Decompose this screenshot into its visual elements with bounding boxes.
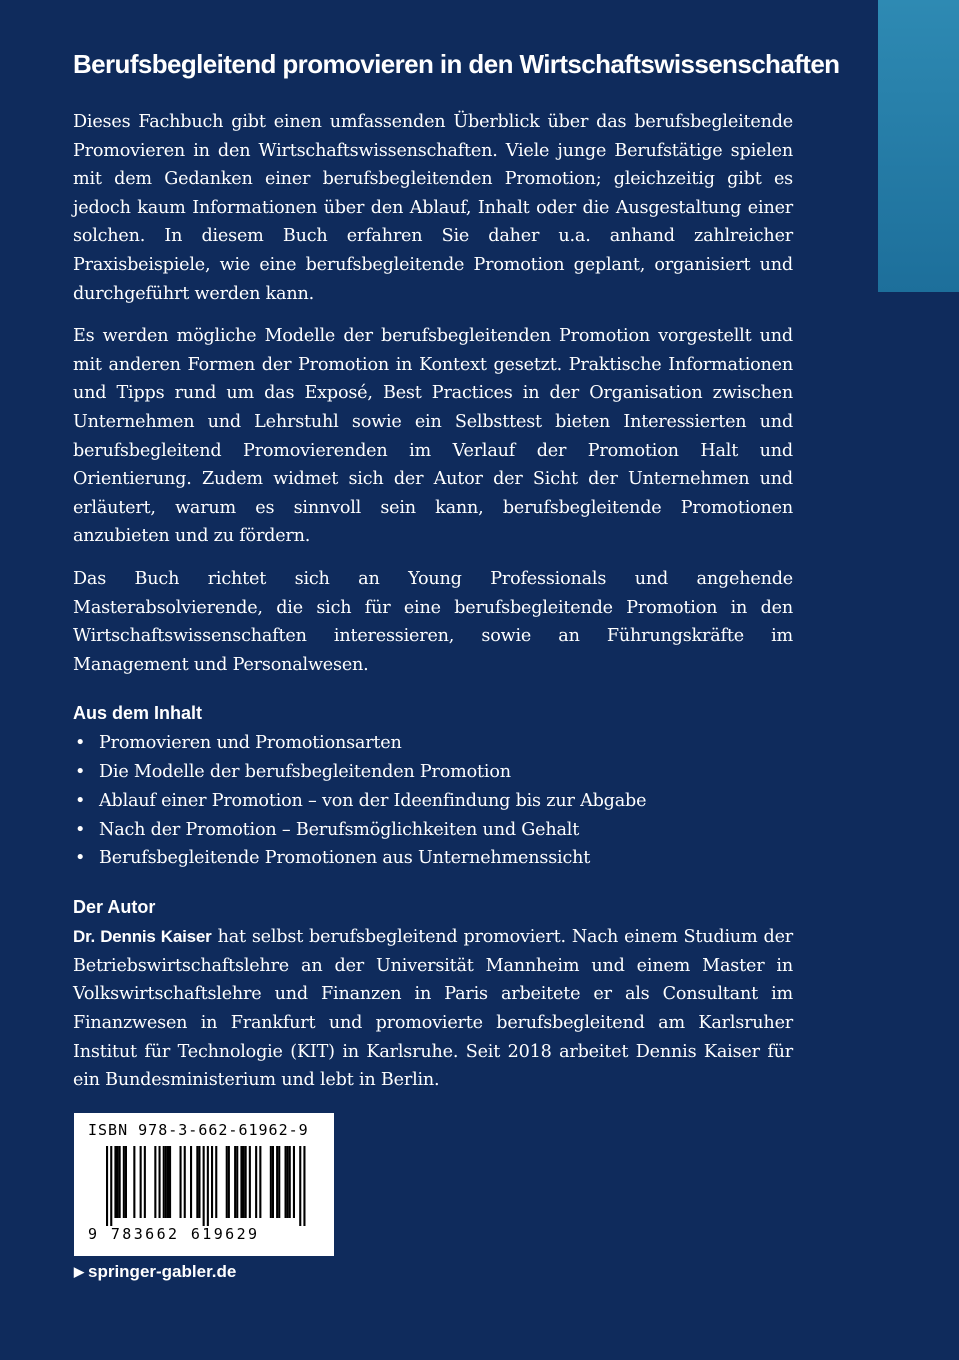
barcode-bar	[123, 1146, 125, 1218]
barcode-bar	[278, 1146, 280, 1218]
barcode-bar	[236, 1146, 238, 1218]
barcode-bar	[110, 1146, 112, 1226]
barcode-bar	[125, 1146, 127, 1218]
barcode-bar	[215, 1146, 217, 1218]
bullet-icon: •	[75, 848, 86, 869]
bullet-icon: •	[75, 762, 86, 783]
list-item	[73, 844, 793, 873]
barcode-bar	[259, 1146, 261, 1218]
barcode-bar	[289, 1146, 291, 1218]
book-title: Berufsbegleitend promovieren in den Wirtschaftswissenschaften	[73, 49, 840, 79]
list-item-label: Ablauf einer Promotion – von der Ideenfindung bis zur Abgabe	[99, 790, 647, 811]
isbn-label: ISBN 978-3-662-61962-9	[88, 1121, 309, 1139]
barcode-bar	[140, 1146, 142, 1218]
contents-list	[73, 729, 793, 873]
barcode-bar	[234, 1146, 236, 1218]
barcode-bar	[190, 1146, 192, 1218]
list-item-label: Die Modelle der berufsbegleitenden Promotion	[99, 762, 511, 783]
barcode-bar	[276, 1146, 278, 1218]
list-item-label: Promovieren und Promotionsarten	[99, 733, 402, 754]
bullet-icon: •	[75, 733, 86, 754]
description-paragraph-1: Dieses Fachbuch gibt einen umfassenden Überblick über das berufsbegleitende Promovieren in den Wirtschaftswissenschaften. Viele junge Berufstätige spielen mit dem Gedanken einer berufsbegleitenden Promotion; gleichzeitig gibt es jedoch kaum Informationen über den Ablauf, Inhalt oder die Ausgestaltung einer solchen. In diesem Buch erfahren Sie daher u.a. anhand zahlreicher Praxisbeispiele, wie eine berufsbegleitende Promotion geplant, organisiert und durchgeführt werden kann.	[73, 112, 793, 304]
barcode-bar	[203, 1146, 205, 1226]
barcode-bar	[184, 1146, 186, 1218]
publisher-url: springer-gabler.de	[88, 1262, 237, 1281]
barcode-bar	[159, 1146, 161, 1218]
list-item-label: Berufsbegleitende Promotionen aus Unternehmenssicht	[99, 848, 591, 869]
barcode-bar	[196, 1146, 198, 1218]
barcode-bar	[114, 1146, 116, 1218]
list-item	[73, 758, 793, 787]
barcode-bar	[240, 1146, 242, 1218]
bullet-icon: •	[75, 790, 86, 811]
barcode-bar	[299, 1146, 301, 1226]
barcode-bar	[272, 1146, 274, 1218]
barcode-bar	[249, 1146, 251, 1218]
barcode-bar	[285, 1146, 287, 1218]
barcode-bar	[163, 1146, 165, 1218]
author-name: Dr. Dennis Kaiser	[73, 927, 212, 947]
barcode-bar	[226, 1146, 228, 1218]
barcode-bar	[211, 1146, 213, 1218]
barcode-bar	[207, 1146, 209, 1226]
barcode-bar	[154, 1146, 156, 1218]
back-cover-content	[73, 44, 840, 1109]
description-paragraph-2: Es werden mögliche Modelle der berufsbegleitenden Promotion vorgestellt und mit anderen Formen der Promotion in Kontext gesetzt. Praktische Informationen und Tipps rund um das Exposé, Best Practices in der Organisation zwischen Unternehmen und Lehrstuhl sowie ein Selbsttest bieten Interessierten und berufsbegleitend Promovierenden im Verlauf der Promotion Halt und Orientierung. Zudem widmet sich der Autor der Sicht der Unternehmen und erläutert, warum es sinnvoll sein kann, berufsbegleitende Promotionen anzubieten und zu fördern.	[73, 326, 793, 547]
isbn-barcode	[74, 1113, 334, 1256]
author-bio-text: hat selbst berufsbegleitend promoviert. Nach einem Studium der Betriebswirtschaftslehre an der Universität Mannheim und einem Master in Volkswirtschaftslehre und Finanzen in Paris arbeitete er als Consultant im Finanzwesen in Frankfurt und promovierte berufsbegleitend am Karlsruher Institut für Technologie (KIT) in Karlsruhe. Seit 2018 arbeitet Dennis Kaiser für ein Bundesministerium und lebt in Berlin.	[73, 927, 793, 1091]
author-heading: Der Autor	[73, 897, 156, 918]
barcode-bar	[270, 1146, 272, 1218]
barcode-bar	[255, 1146, 257, 1218]
accent-bar	[878, 0, 959, 292]
list-item	[73, 787, 793, 816]
barcode-bar	[117, 1146, 119, 1218]
bullet-icon: •	[75, 819, 86, 840]
list-item	[73, 729, 793, 758]
author-bio	[73, 923, 793, 1095]
contents-heading: Aus dem Inhalt	[73, 703, 203, 724]
barcode-bar	[228, 1146, 230, 1218]
barcode-bar	[243, 1146, 245, 1218]
barcode-bar	[245, 1146, 247, 1218]
barcode-bar	[198, 1146, 200, 1218]
list-item	[73, 816, 793, 845]
publisher-link[interactable]	[74, 1262, 236, 1282]
barcode-bar	[287, 1146, 289, 1218]
arrow-right-icon: ▶	[74, 1264, 84, 1279]
barcode-bar	[303, 1146, 305, 1226]
barcode-bar	[180, 1146, 182, 1218]
barcode-bar	[144, 1146, 146, 1218]
barcode-bar	[133, 1146, 135, 1218]
list-item-label: Nach der Promotion – Berufsmöglichkeiten und Gehalt	[99, 819, 580, 840]
barcode-digits: 9 783662 619629	[88, 1225, 260, 1243]
barcode-bar	[106, 1146, 108, 1226]
barcode-bar	[169, 1146, 171, 1218]
barcode-bar	[165, 1146, 167, 1218]
barcode-icon	[106, 1146, 316, 1226]
barcode-bar	[167, 1146, 169, 1218]
barcode-bar	[293, 1146, 295, 1218]
description-paragraph-3: Das Buch richtet sich an Young Professionals und angehende Masterabsolvierende, die sich für eine berufsbegleitende Promotion in den Wirtschaftswissenschaften interessieren, sowie an Führungskräfte im Management und Personalwesen.	[73, 568, 793, 675]
barcode-bar	[119, 1146, 121, 1218]
